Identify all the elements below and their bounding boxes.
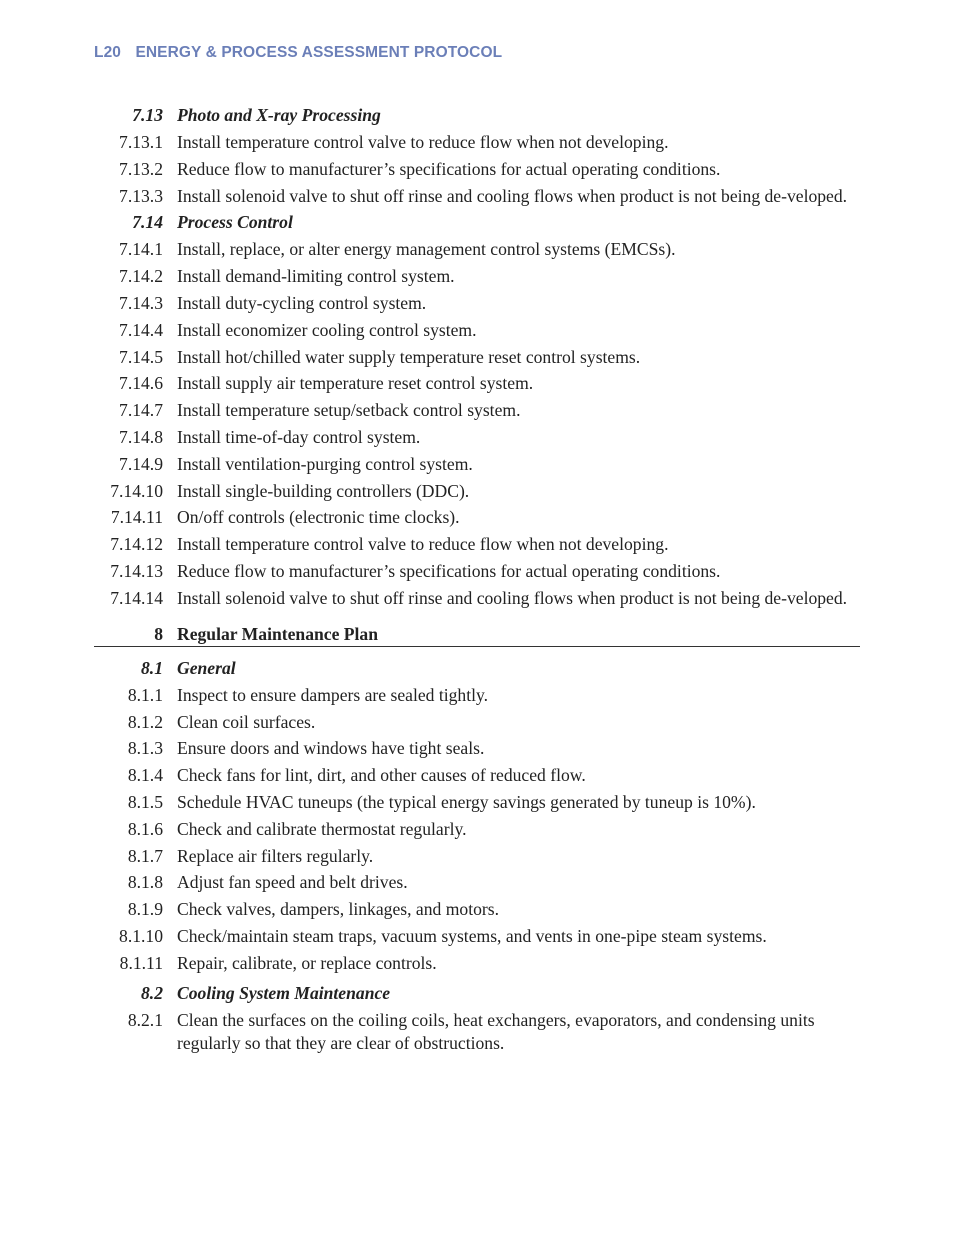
section-heading-7-14: 7.14 Process Control <box>132 212 293 233</box>
item-text: Adjust fan speed and belt drives. <box>177 872 408 893</box>
item-number: 8.1.4 <box>127 765 163 786</box>
list-item <box>94 898 860 921</box>
section-heading-7-13: 7.13 Photo and X-ray Processing <box>132 105 381 125</box>
item-number: 7.14.5 <box>119 346 163 367</box>
list-item <box>94 764 860 787</box>
list-item <box>94 737 860 760</box>
list-item <box>94 480 860 503</box>
item-number: 7.13.2 <box>119 158 163 179</box>
list-item <box>94 845 860 868</box>
item-text: Install solenoid valve to shut off rinse and cooling flows when product is not being de-veloped. <box>177 587 848 608</box>
list-item <box>94 131 860 154</box>
item-number: 8.1.1 <box>127 684 163 705</box>
item-number: 8.1.11 <box>119 952 163 973</box>
item-text: Clean coil surfaces. <box>177 711 316 732</box>
list-item <box>94 1009 860 1054</box>
document-body <box>94 104 860 1059</box>
list-item <box>94 506 860 529</box>
item-number: 7.13.1 <box>119 132 163 152</box>
item-text: Install temperature setup/setback control system. <box>177 400 521 421</box>
section-heading-8-1: 8.1 General <box>141 657 236 678</box>
item-number: 7.14.10 <box>110 480 163 501</box>
item-text: Install hot/chilled water supply temperature reset control systems. <box>177 346 641 367</box>
list-item <box>94 925 860 948</box>
item-text: Clean the surfaces on the coiling coils, heat exchangers, evaporators, and condensing units regularly so that they are clear of obstructions. <box>177 1010 815 1053</box>
list-item <box>94 185 860 208</box>
item-text: Install temperature control valve to reduce flow when not developing. <box>177 534 669 555</box>
item-text: Repair, calibrate, or replace controls. <box>177 952 437 973</box>
section-list <box>94 238 860 609</box>
item-number: 7.14.2 <box>119 266 163 287</box>
item-text: Reduce flow to manufacturer’s specifications for actual operating conditions. <box>177 158 721 179</box>
list-item <box>94 684 860 707</box>
list-item <box>94 426 860 449</box>
item-text: Inspect to ensure dampers are sealed tightly. <box>177 684 489 705</box>
item-number: 7.14.1 <box>119 239 163 260</box>
list-item <box>94 711 860 734</box>
list-item <box>94 533 860 556</box>
item-number: 8.1.5 <box>127 791 163 812</box>
item-number: 7.14.7 <box>119 400 163 421</box>
list-item <box>94 952 860 975</box>
item-number: 7.14.11 <box>110 507 163 528</box>
item-number: 7.14.13 <box>110 560 163 581</box>
running-title: ENERGY & PROCESS ASSESSMENT PROTOCOL <box>135 44 503 61</box>
item-number: 8.1.7 <box>127 845 163 866</box>
item-number: 7.14.12 <box>110 534 163 555</box>
list-item <box>94 818 860 841</box>
item-number: 8.1.8 <box>127 872 163 893</box>
section-list <box>94 1009 860 1054</box>
item-text: Replace air filters regularly. <box>177 845 374 866</box>
item-text: Install temperature control valve to reduce flow when not developing. <box>177 132 669 152</box>
item-number: 8.1.9 <box>127 899 163 920</box>
list-item <box>94 346 860 369</box>
item-number: 7.14.6 <box>119 373 163 394</box>
item-text: Install ventilation-purging control system. <box>177 453 473 474</box>
item-text: Check valves, dampers, linkages, and motors. <box>177 899 499 920</box>
section-heading-8-2: 8.2 Cooling System Maintenance <box>141 983 391 1004</box>
item-number: 7.14.14 <box>110 587 163 608</box>
section-list <box>94 131 860 207</box>
item-text: Check/maintain steam traps, vacuum systems, and vents in one-pipe steam systems. <box>177 925 767 946</box>
list-item <box>94 399 860 422</box>
list-item <box>94 587 860 610</box>
item-text: Reduce flow to manufacturer’s specifications for actual operating conditions. <box>177 560 721 581</box>
item-text: Schedule HVAC tuneups (the typical energy savings generated by tuneup is 10%). <box>177 791 756 812</box>
section-list <box>94 684 860 974</box>
item-text: Install, replace, or alter energy management control systems (EMCSs). <box>177 239 676 260</box>
item-text: Ensure doors and windows have tight seals. <box>177 738 485 759</box>
item-number: 7.14.3 <box>119 292 163 313</box>
list-item <box>94 158 860 181</box>
list-item <box>94 372 860 395</box>
page-number: L20 <box>94 44 122 61</box>
chapter-heading-8: 8 Regular Maintenance Plan <box>94 623 860 647</box>
running-header <box>94 44 502 62</box>
item-number: 8.1.10 <box>119 925 163 946</box>
item-number: 8.2.1 <box>127 1010 163 1031</box>
list-item <box>94 791 860 814</box>
item-text: Install duty-cycling control system. <box>177 292 427 313</box>
list-item <box>94 560 860 583</box>
item-text: Install single-building controllers (DDC). <box>177 480 470 501</box>
item-text: Install demand-limiting control system. <box>177 266 455 287</box>
list-item <box>94 265 860 288</box>
list-item <box>94 292 860 315</box>
item-text: Install supply air temperature reset control system. <box>177 373 534 394</box>
item-number: 7.14.8 <box>119 426 163 447</box>
item-number: 7.13.3 <box>119 185 163 206</box>
item-text: Install time-of-day control system. <box>177 426 421 447</box>
list-item <box>94 238 860 261</box>
item-number: 7.14.4 <box>119 319 163 340</box>
item-text: Check and calibrate thermostat regularly. <box>177 818 467 839</box>
item-text: Install solenoid valve to shut off rinse and cooling flows when product is not being de-veloped. <box>177 185 848 206</box>
item-number: 7.14.9 <box>119 453 163 474</box>
item-number: 8.1.3 <box>127 738 163 759</box>
list-item <box>94 319 860 342</box>
list-item <box>94 871 860 894</box>
item-text: Check fans for lint, dirt, and other causes of reduced flow. <box>177 765 586 786</box>
item-number: 8.1.6 <box>127 818 163 839</box>
list-item <box>94 453 860 476</box>
item-text: Install economizer cooling control system. <box>177 319 477 340</box>
item-text: On/off controls (electronic time clocks). <box>177 507 460 528</box>
item-number: 8.1.2 <box>127 711 163 732</box>
